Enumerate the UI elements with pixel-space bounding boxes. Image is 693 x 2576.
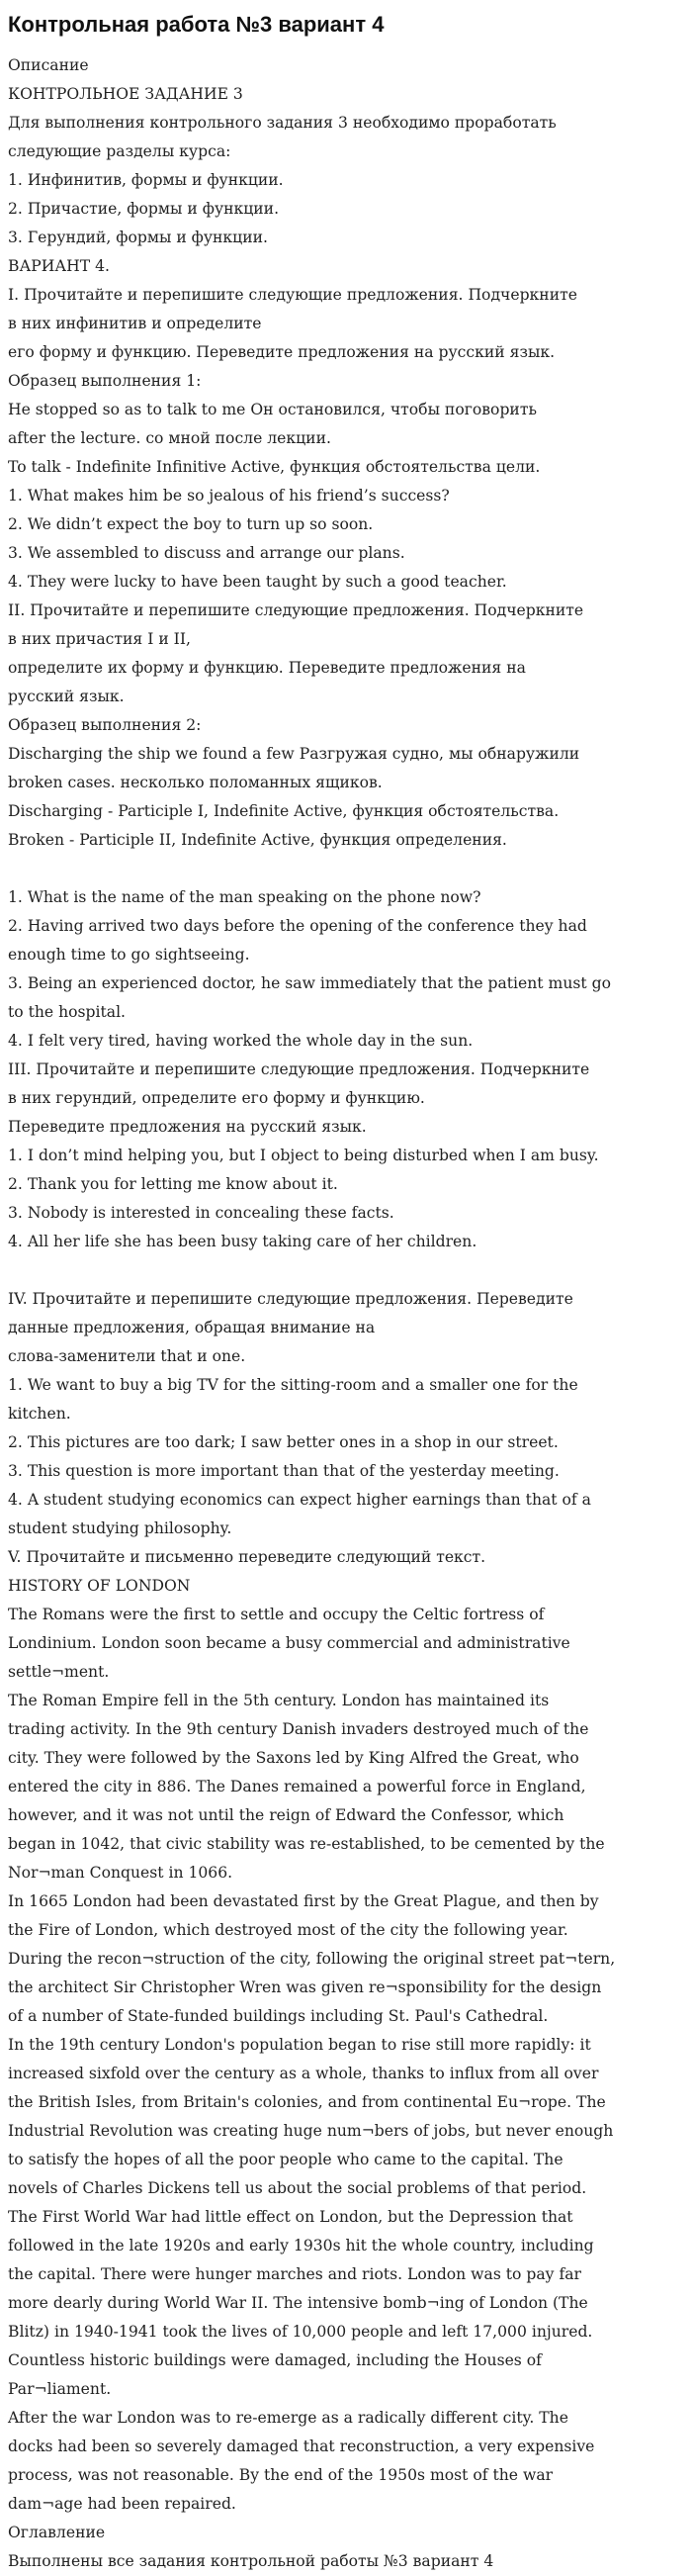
text-line: the Fire of London, which destroyed most of the city the following year.	[8, 1921, 568, 1939]
text-line: Nor¬man Conquest in 1066.	[8, 1864, 233, 1882]
text-line: Londinium. London soon became a busy commercial and administrative	[8, 1634, 570, 1652]
text-line: КОНТРОЛЬНОЕ ЗАДАНИЕ 3	[8, 85, 243, 103]
text-line: Оглавление	[8, 2524, 106, 2541]
text-line: more dearly during World War II. The intensive bomb¬ing of London (The	[8, 2294, 588, 2312]
text-line: Discharging the ship we found a few Разгружая судно, мы обнаружили	[8, 745, 580, 763]
text-line: 1. What makes him be so jealous of his friend’s success?	[8, 487, 450, 505]
text-line: его форму и функцию. Переведите предложения на русский язык.	[8, 343, 556, 361]
text-line: In the 19th century London's population began to rise still more rapidly: it	[8, 2036, 591, 2054]
text-line: trading activity. In the 9th century Danish invaders destroyed much of the	[8, 1720, 589, 1738]
text-line: слова-заменители that и one.	[8, 1347, 246, 1365]
text-line: Broken - Participle II, Indefinite Active, функция определения.	[8, 831, 507, 849]
text-line: settle¬ment.	[8, 1663, 110, 1681]
text-line: 2. This pictures are too dark; I saw better ones in a shop in our street.	[8, 1433, 559, 1451]
text-line: novels of Charles Dickens tell us about the social problems of that period.	[8, 2179, 587, 2197]
text-line: process, was not reasonable. By the end of the 1950s most of the war	[8, 2466, 554, 2484]
text-line: Образец выполнения 1:	[8, 372, 202, 390]
text-line: в них герундий, определите его форму и функцию.	[8, 1089, 425, 1107]
text-line: III. Прочитайте и перепишите следующие предложения. Подчеркните	[8, 1060, 590, 1078]
text-line: 2. Причастие, формы и функции.	[8, 200, 280, 218]
blank-line	[8, 855, 687, 883]
text-line: 3. Герундий, формы и функции.	[8, 229, 268, 246]
text-line: IV. Прочитайте и перепишите следующие предложения. Переведите	[8, 1290, 573, 1308]
text-line: The Roman Empire fell in the 5th century. London has maintained its	[8, 1692, 550, 1709]
text-line: 2. Having arrived two days before the opening of the conference they had	[8, 917, 587, 935]
text-line: 4. A student studying economics can expect higher earnings than that of a	[8, 1491, 591, 1509]
text-line: He stopped so as to talk to me Он остановился, чтобы поговорить	[8, 401, 537, 418]
text-line: 3. Nobody is interested in concealing these facts.	[8, 1204, 394, 1222]
text-line: Par¬liament.	[8, 2380, 112, 2398]
text-line: 4. I felt very tired, having worked the whole day in the sun.	[8, 1032, 474, 1050]
text-line: began in 1042, that civic stability was re-established, to be cemented by the	[8, 1835, 605, 1853]
text-line: II. Прочитайте и перепишите следующие предложения. Подчеркните	[8, 601, 584, 619]
text-line: 1. We want to buy a big TV for the sitting-room and a smaller one for the	[8, 1376, 578, 1394]
text-line: to satisfy the hopes of all the poor people who came to the capital. The	[8, 2151, 563, 2168]
text-line: To talk - Indefinite Infinitive Active, функция обстоятельства цели.	[8, 458, 541, 476]
text-line: broken cases. несколько поломанных ящиков.	[8, 774, 383, 791]
text-line: в них инфинитив и определите	[8, 315, 262, 332]
text-line: V. Прочитайте и письменно переведите следующий текст.	[8, 1548, 486, 1566]
text-line: 1. Инфинитив, формы и функции.	[8, 171, 284, 189]
text-line: During the recon¬struction of the city, following the original street pat¬tern,	[8, 1950, 616, 1968]
text-line: increased sixfold over the century as a whole, thanks to influx from all over	[8, 2065, 599, 2082]
blank-line	[8, 1256, 687, 1285]
text-line: 1. What is the name of the man speaking on the phone now?	[8, 888, 481, 906]
text-line: kitchen.	[8, 1405, 71, 1423]
text-line: 3. Being an experienced doctor, he saw immediately that the patient must go	[8, 974, 611, 992]
text-line: I. Прочитайте и перепишите следующие предложения. Подчеркните	[8, 286, 577, 304]
text-line: определите их форму и функцию. Переведите предложения на	[8, 659, 526, 677]
text-line: After the war London was to re-emerge as a radically different city. The	[8, 2409, 568, 2427]
text-line: student studying philosophy.	[8, 1519, 232, 1537]
text-line: Industrial Revolution was creating huge num¬bers of jobs, but never enough	[8, 2122, 614, 2140]
text-line: 3. This question is more important than that of the yesterday meeting.	[8, 1462, 560, 1480]
text-line: 2. We didn’t expect the boy to turn up so soon.	[8, 515, 374, 533]
text-line: to the hospital.	[8, 1003, 127, 1021]
text-line: 1. I don’t mind helping you, but I object to being disturbed when I am busy.	[8, 1147, 599, 1164]
text-line: данные предложения, обращая внимание на	[8, 1319, 376, 1336]
text-line: Countless historic buildings were damaged, including the Houses of	[8, 2351, 542, 2369]
text-line: entered the city in 886. The Danes remained a powerful force in England,	[8, 1778, 586, 1795]
text-line: dam¬age had been repaired.	[8, 2495, 236, 2513]
text-line: Описание	[8, 56, 89, 74]
text-line: Образец выполнения 2:	[8, 716, 202, 734]
text-line: русский язык.	[8, 688, 125, 705]
text-line: of a number of State-funded buildings including St. Paul's Cathedral.	[8, 2007, 549, 2025]
text-line: Для выполнения контрольного задания 3 необходимо проработать	[8, 114, 557, 132]
text-line: enough time to go sightseeing.	[8, 946, 250, 964]
text-line: city. They were followed by the Saxons led by King Alfred the Great, who	[8, 1749, 579, 1767]
text-line: Выполнены все задания контрольной работы №3 вариант 4	[8, 2552, 494, 2570]
text-line: ВАРИАНТ 4.	[8, 257, 111, 275]
text-line: docks had been so severely damaged that reconstruction, a very expensive	[8, 2438, 595, 2455]
page-title: Контрольная работа №3 вариант 4	[8, 12, 385, 37]
text-line: Переведите предложения на русский язык.	[8, 1118, 367, 1136]
text-line: however, and it was not until the reign of Edward the Confessor, which	[8, 1806, 564, 1824]
text-line: the capital. There were hunger marches and riots. London was to pay far	[8, 2265, 581, 2283]
text-line: в них причастия I и II,	[8, 630, 191, 648]
text-line: 3. We assembled to discuss and arrange our plans.	[8, 544, 405, 562]
text-line: the British Isles, from Britain's colonies, and from continental Eu¬rope. The	[8, 2093, 606, 2111]
text-line: 2. Thank you for letting me know about it.	[8, 1175, 338, 1193]
text-line: 4. All her life she has been busy taking care of her children.	[8, 1233, 477, 1250]
text-line: Blitz) in 1940-1941 took the lives of 10,000 people and left 17,000 injured.	[8, 2323, 593, 2341]
text-line: 4. They were lucky to have been taught by such a good teacher.	[8, 573, 507, 591]
text-line: HISTORY OF LONDON	[8, 1577, 191, 1595]
text-line: the architect Sir Christopher Wren was given re¬sponsibility for the design	[8, 1978, 602, 1996]
text-line: followed in the late 1920s and early 1930s hit the whole country, including	[8, 2237, 594, 2254]
text-line: Discharging - Participle I, Indefinite Active, функция обстоятельства.	[8, 802, 560, 820]
text-line: следующие разделы курса:	[8, 142, 231, 160]
text-line: after the lecture. со мной после лекции.	[8, 429, 331, 447]
text-line: The Romans were the first to settle and occupy the Celtic fortress of	[8, 1606, 545, 1623]
text-line: The First World War had little effect on London, but the Depression that	[8, 2208, 573, 2226]
document-body	[8, 51, 687, 2576]
text-line: In 1665 London had been devastated first by the Great Plague, and then by	[8, 1892, 599, 1910]
